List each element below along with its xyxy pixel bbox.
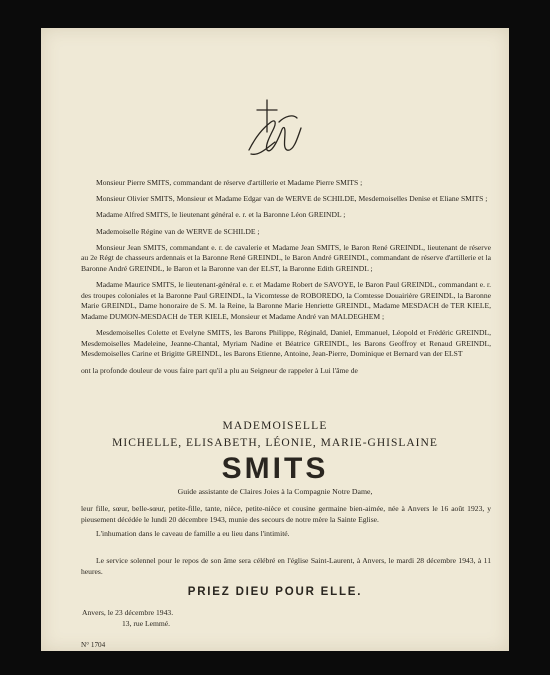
- place-date: Anvers, le 23 décembre 1943.: [82, 608, 174, 617]
- role-subtitle: Guide assistante de Claires Joies à la Compagnie Notre Dame,: [177, 487, 373, 496]
- announcement: ont la profonde douleur de vous faire part qu'il a plu au Seigneur de rappeler à Lui l'âme de: [81, 365, 358, 375]
- details-paragraph-1: leur fille, sœur, belle-sœur, petite-fille, tante, nièce, petite-nièce et cousine germaine bien-aimée, née à Anvers le 16 août 1923, y pieusement décédée le lundi 20 décembre 1943, munie des secours de notre mère la Sainte Eglise.: [81, 504, 491, 524]
- place-date-block: [82, 608, 173, 630]
- family-paragraph-4: Mademoiselle Régine van de WERVE de SCHILDE ;: [96, 226, 260, 236]
- street-address: 13, rue Lemmé.: [122, 618, 171, 628]
- family-paragraph-7: Mesdemoiselles Colette et Evelyne SMITS, les Barons Philippe, Réginald, Daniel, Emmanuel, Léopold et Frédéric GREINDL, Mesdemoiselles Madeleine, Jeanne-Chantal, Myriam Nadine et Béatrice GREINDL, les Barons Geoffroy et Renaud GREINDL, Mesdemoiselles Carine et Brigitte GREINDL, les Barons Etienne, Antoine, Jean-Pierre, Dominique et Bernard van der ELST: [81, 328, 491, 359]
- cross-monogram-icon: [245, 98, 305, 160]
- surname: SMITS: [221, 452, 329, 485]
- reference-number: N° 1704: [81, 641, 106, 649]
- death-notice-card: [41, 28, 509, 651]
- service-notice: [81, 556, 491, 577]
- service-paragraph: Le service solennel pour le repos de son âme sera célébré en l'église Saint-Laurent, à Anvers, le mardi 28 décembre 1943, à 11 heures.: [81, 556, 491, 576]
- family-paragraph-5: Monsieur Jean SMITS, commandant e. r. de cavalerie et Madame Jean SMITS, le Baron René GREINDL, lieutenant de réserve au 2e Régt de chasseurs ardennais et la Baronne René GREINDL, le Baron André GREINDL, commandant de réserve d'artillerie et la Baronne André GREINDL, le Baron et la Baronne van der ELST, la Baronne Edith GREINDL ;: [81, 242, 491, 273]
- family-paragraph-1: Monsieur Pierre SMITS, commandant de réserve d'artillerie et Madame Pierre SMITS ;: [96, 178, 363, 187]
- title-mademoiselle: MADEMOISELLE: [222, 420, 328, 432]
- family-paragraph-3: Madame Alfred SMITS, le lieutenant général e. r. et la Baronne Léon GREINDL ;: [96, 210, 346, 220]
- family-paragraph-6: Madame Maurice SMITS, le lieutenant-général e. r. et Madame Robert de SAVOYE, le Baron Paul GREINDL, commandant e. r. des troupes coloniales et la Baronne Paul GREINDL, la Vicomtesse de ROBOREDO, la Comtesse Douairière GREINDL, la Baronne Marie GREINDL, Dame honoraire de S. M. la Reine, la Baronne Marie Henriette GREINDL, Madame MESDACH de TER KIELE, Madame DUMON-MESDACH de TER KIELE, Monsieur et Madame André van MALDEGHEM ;: [81, 280, 491, 321]
- death-details: [81, 504, 491, 544]
- family-paragraph-2: Monsieur Olivier SMITS, Monsieur et Madame Edgar van de WERVE de SCHILDE, Mesdemoiselles Denise et Eliane SMITS ;: [96, 194, 488, 204]
- prayer-line: PRIEZ DIEU POUR ELLE.: [187, 586, 363, 598]
- given-names: MICHELLE, ELISABETH, LÉONIE, MARIE-GHISLAINE: [112, 437, 438, 449]
- details-paragraph-2: L'inhumation dans le caveau de famille a eu lieu dans l'intimité.: [96, 529, 290, 539]
- family-list: [81, 178, 491, 376]
